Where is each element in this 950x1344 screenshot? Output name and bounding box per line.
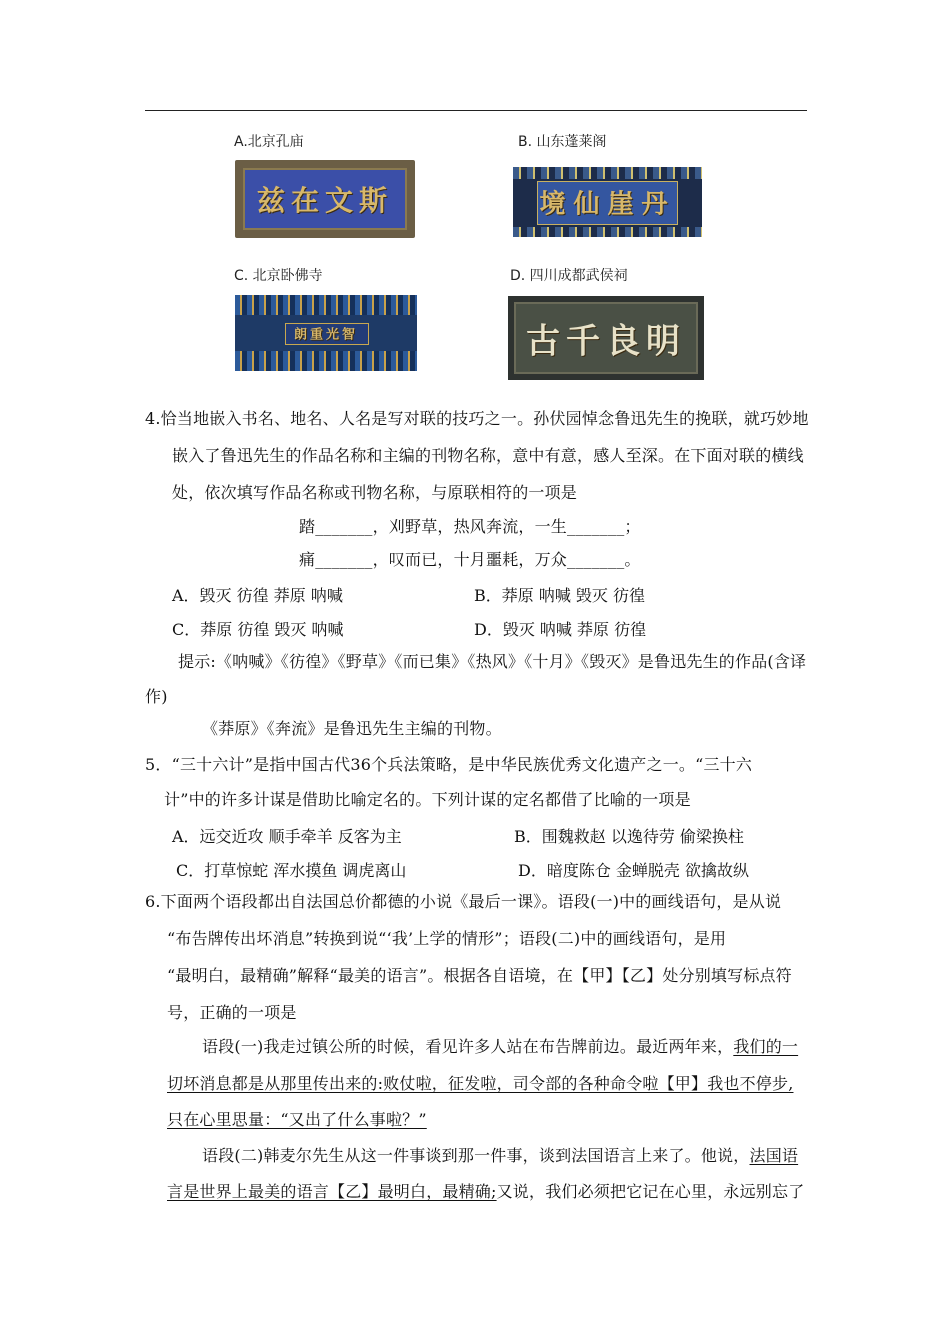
q4-option-d: D．毁灭 呐喊 莽原 彷徨	[474, 620, 647, 639]
q5-option-c: C．打草惊蛇 浑水摸鱼 调虎离山	[176, 861, 407, 880]
q5-option-d: D．暗度陈仓 金蝉脱壳 欲擒故纵	[518, 861, 750, 880]
q6-passage-2-line-1	[202, 1145, 798, 1167]
q5-option-b: B．围魏救赵 以逸待劳 偷梁换柱	[514, 827, 744, 846]
q4-option-a: A．毁灭 彷徨 莽原 呐喊	[172, 586, 343, 605]
q6-passage-2-line-2	[167, 1181, 804, 1203]
plaque-b-caption: B. 山东蓬莱阁	[518, 134, 607, 150]
q4-hint-2: 作)	[145, 687, 168, 706]
q5-option-a: A．远交近攻 顺手牵羊 反客为主	[172, 827, 402, 846]
q5-line-2: 计”中的许多计谋是借助比喻定名的。下列计谋的定名都借了比喻的一项是	[164, 790, 691, 809]
plaque-c-image	[235, 295, 417, 371]
plaque-b-text: 丹崖仙境	[539, 189, 676, 220]
header-rule	[145, 110, 807, 111]
q4-couplet-2: 痛_______，叹而已，十月噩耗，万众_______。	[299, 550, 641, 569]
q6-passage-1-underline-1: 我们的一	[733, 1037, 799, 1056]
q4-couplet-1: 踏_______，刈野草，热风奔流，一生_______；	[299, 517, 641, 536]
plaque-a-image	[235, 160, 415, 238]
q4-option-c: C．莽原 彷徨 毁灭 呐喊	[172, 620, 344, 639]
plaque-c-text: 智光重朗	[293, 327, 358, 343]
q4-option-b: B．莽原 呐喊 毁灭 彷徨	[474, 586, 646, 605]
q4-line-3: 处，依次填写作品名称或刊物名称，与原联相符的一项是	[172, 483, 578, 502]
q6-line-2: “布告牌传出坏消息”转换到说“‘我’上学的情形”；语段(二)中的画线语句，是用	[167, 929, 727, 948]
q6-line-4: 号，正确的一项是	[167, 1003, 297, 1022]
q4-line-2: 嵌入了鲁迅先生的作品名称和主编的刊物名称，意中有意，感人至深。在下面对联的横线	[172, 446, 804, 465]
plaque-a-text: 斯文在兹	[256, 184, 393, 217]
plaque-b-image	[513, 167, 702, 237]
q4-hint-1: 提示:《呐喊》《彷徨》《野草》《而已集》《热风》《十月》《毁灭》是鲁迅先生的作品(含译	[178, 652, 807, 671]
q5-line-1: 5．“三十六计”是指中国古代36个兵法策略，是中华民族优秀文化遗产之一。“三十六	[145, 755, 753, 774]
q6-passage-1-plain: 语段(一)我走过镇公所的时候，看见许多人站在布告牌前边。最近两年来，	[202, 1037, 734, 1056]
q6-line-3: “最明白，最精确”解释“最美的语言”。根据各自语境，在【甲】【乙】处分别填写标点符	[167, 966, 792, 985]
q6-passage-2-underline-2: 言是世界上最美的语言【乙】最明白，最精确;	[167, 1182, 497, 1201]
q6-line-1: 6.下面两个语段都出自法国总价都德的小说《最后一课》。语段(一)中的画线语句，是从说	[145, 892, 782, 911]
plaque-d-text: 明良千古	[526, 321, 686, 362]
q6-passage-1-underline-2: 切坏消息都是从那里传出来的:败仗啦，征发啦，司令部的各种命令啦【甲】我也不停步,	[167, 1074, 794, 1093]
plaque-d-image	[508, 296, 704, 380]
plaque-c-caption: C. 北京卧佛寺	[234, 268, 323, 284]
plaque-d-caption: D. 四川成都武侯祠	[510, 268, 628, 284]
q6-passage-2-plain: 语段(二)韩麦尔先生从这一件事谈到那一件事，谈到法国语言上来了。他说，	[202, 1146, 750, 1165]
q6-passage-1-line-1	[202, 1036, 798, 1058]
q6-passage-2-underline-1: 法国语	[749, 1146, 799, 1165]
q4-hint-3: 《莽原》《奔流》是鲁迅先生主编的刊物。	[202, 719, 502, 738]
q4-line-1: 4.恰当地嵌入书名、地名、人名是写对联的技巧之一。孙伏园悼念鲁迅先生的挽联，就巧妙地	[145, 409, 809, 428]
plaque-a-caption: A.北京孔庙	[234, 134, 304, 150]
q6-passage-2-tail: 又说，我们必须把它记在心里，永远别忘了	[496, 1182, 805, 1201]
q6-passage-1-underline-3: 只在心里思量：“又出了什么事啦？”	[167, 1110, 427, 1129]
